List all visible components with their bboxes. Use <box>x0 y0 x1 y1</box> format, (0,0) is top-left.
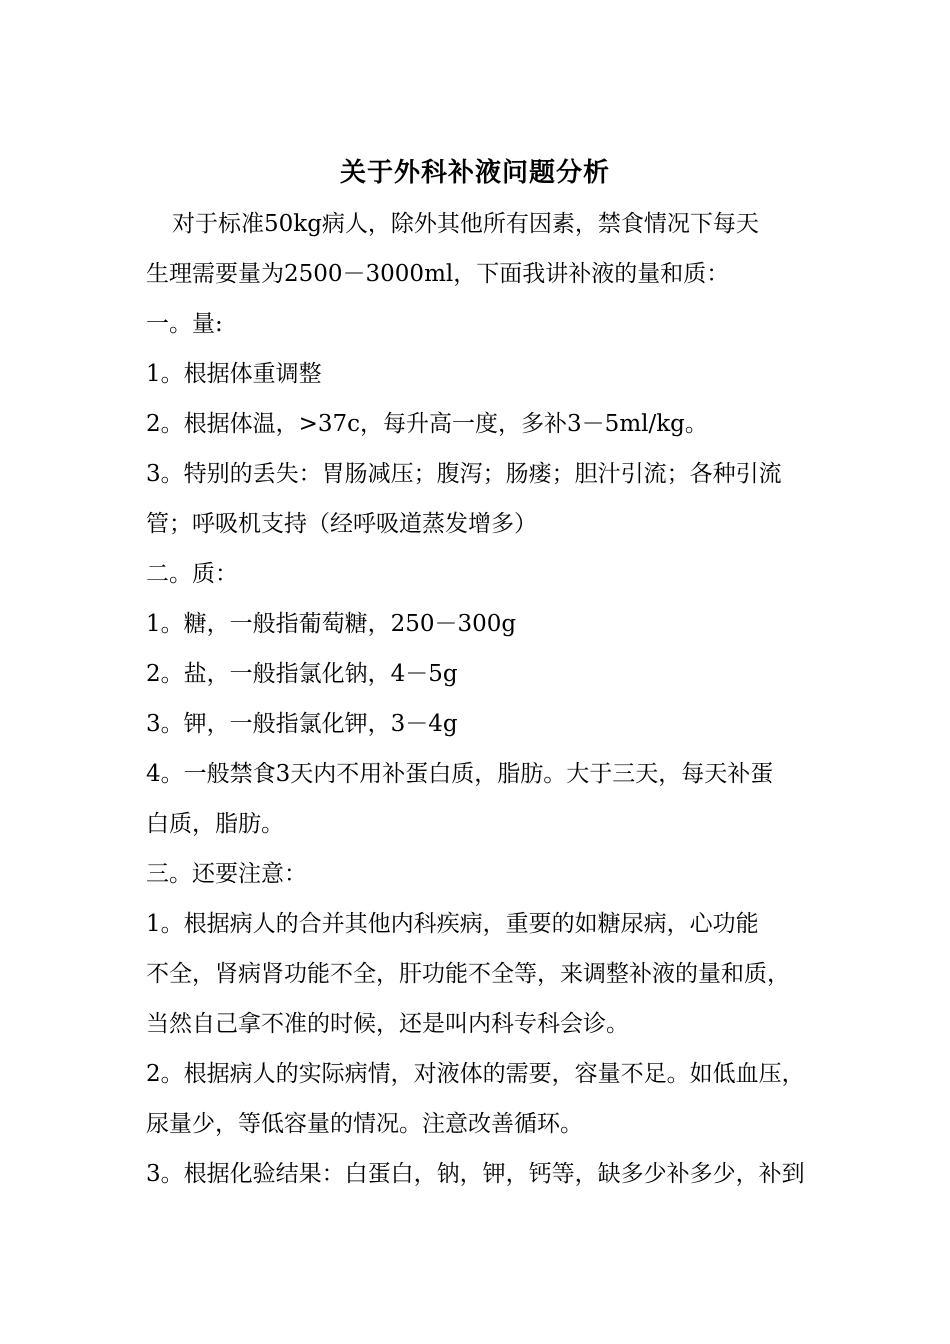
list-item: 3。钾，一般指氯化钾，3－4g <box>146 711 458 737</box>
list-item: 2。根据病人的实际病情，对液体的需要，容量不足。如低血压， <box>146 1061 805 1087</box>
list-item: 1。根据病人的合并其他内科疾病，重要的如糖尿病，心功能 <box>146 911 759 937</box>
document-body <box>146 199 816 1199</box>
list-item-continuation: 不全，肾病肾功能不全，肝功能不全等，来调整补液的量和质， <box>146 961 790 987</box>
list-item-continuation: 尿量少，等低容量的情况。注意改善循环。 <box>146 1111 583 1137</box>
section-heading: 三。还要注意： <box>146 861 307 887</box>
section-heading: 二。质： <box>146 561 238 587</box>
list-item-continuation: 管；呼吸机支持（经呼吸道蒸发增多） <box>146 511 537 537</box>
list-item: 3。根据化验结果：白蛋白，钠，钾，钙等，缺多少补多少，补到 <box>146 1161 805 1187</box>
document-title: 关于外科补液问题分析 <box>339 158 610 188</box>
list-item: 2。根据体温，>37c，每升高一度，多补3－5ml/kg。 <box>146 411 708 437</box>
list-item: 1。根据体重调整 <box>146 361 322 387</box>
list-item: 4。一般禁食3天内不用补蛋白质，脂肪。大于三天，每天补蛋 <box>146 761 774 787</box>
list-item: 3。特别的丢失：胃肠减压；腹泻；肠瘘；胆汁引流；各种引流 <box>146 461 782 487</box>
paragraph-line: 对于标准50kg病人，除外其他所有因素，禁食情况下每天 <box>172 211 759 237</box>
paragraph-line: 生理需要量为2500－3000ml，下面我讲补液的量和质： <box>146 261 730 287</box>
list-item-continuation: 当然自己拿不准的时候，还是叫内科专科会诊。 <box>146 1011 629 1037</box>
list-item: 2。盐，一般指氯化钠，4－5g <box>146 661 458 687</box>
list-item: 1。糖，一般指葡萄糖，250－300g <box>146 611 517 637</box>
section-heading: 一。量: <box>146 311 223 337</box>
list-item-continuation: 白质，脂肪。 <box>146 811 284 837</box>
